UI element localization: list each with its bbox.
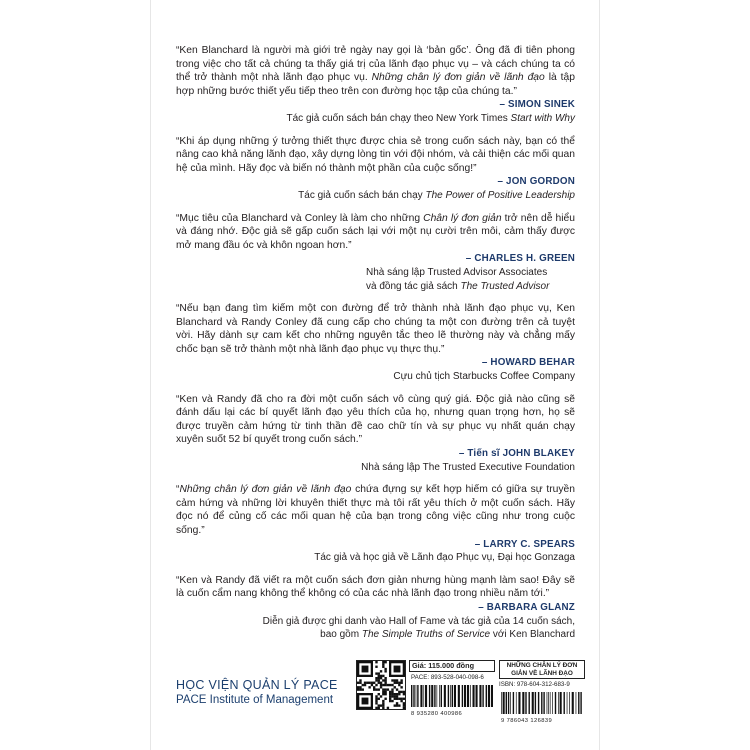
endorsement-item xyxy=(176,44,575,126)
endorsement-text: “Nếu bạn đang tìm kiếm một con đường để trở thành nhà lãnh đạo phục vụ, Ken Blanchard và Randy Conley đã cung cấp cho chúng ta một con đường trên cả tuyệt vời. Hãy dành sự cam kết cho những nguyên tắc theo lẽ thường này và chẳng mấy chốc bạn sẽ trở thành một nhà lãnh đạo phục vụ thực thụ.” xyxy=(176,303,575,355)
endorsement-text: “Những chân lý đơn giản về lãnh đạo chứa đựng sự kết hợp hiếm có giữa sự truyền cảm hứng và những lời khuyên thiết thực mà tôi rất yêu thích ở một cuốn sách. Hãy đọc nó để củng cố các mối quan hệ của bạn trong công việc cũng như trong cuộc sống.” xyxy=(176,484,575,536)
endorsement-author: – BARBARA GLANZ xyxy=(478,601,575,613)
barcode-number: 9 786043 126839 xyxy=(501,718,553,725)
endorsement-text: “Ken và Randy đã cho ra đời một cuốn sách vô cùng quý giá. Độc giả nào cũng sẽ đánh dấu lại các bí quyết lãnh đạo yêu thích của họ, nhưng quan trọng hơn, họ sẽ được truyền cảm hứng từ tinh thần đề cao chữ tín và sự phục vụ nhất quán chạy xuyên suốt 52 bí quyết trong cuốn sách.” xyxy=(176,393,575,446)
endorsement-text: “Khi áp dụng những ý tưởng thiết thực được chia sẻ trong cuốn sách này, bạn có thể nâng cao khả năng lãnh đạo, xây dựng lòng tin với đội nhóm, và cải thiện các mối quan hệ của mình. Hãy đọc và biến nó thành một phần của cuộc sống!” xyxy=(176,135,575,174)
endorsement-author: – SIMON SINEK xyxy=(499,99,575,111)
barcode-icon xyxy=(499,692,585,717)
barcode-icon xyxy=(409,685,495,710)
endorsement-credit: Nhà sáng lập Trusted Advisor Associates và đồng tác giả sách The Trusted Advisor xyxy=(366,266,550,292)
endorsement-author: – JON GORDON xyxy=(497,176,575,188)
endorsement-text: “Ken Blanchard là người mà giới trẻ ngày nay gọi là ‘bản gốc’. Ông đã đi tiên phong trong việc cho tất cả chúng ta thấy giá trị của lãnh đạo phục vụ – và cách chúng ta có thể trở thành một nhà lãnh đạo phục vụ. Những chân lý đơn giản về lãnh đạo là tập hợp những bước thiết yếu tiếp theo trên con đường học tập của chúng ta.” xyxy=(176,45,575,97)
endorsement-item xyxy=(176,483,575,565)
endorsement-list xyxy=(176,44,575,651)
endorsement-credit: Nhà sáng lập The Trusted Executive Foundation xyxy=(361,461,575,473)
endorsement-author: – LARRY C. SPEARS xyxy=(474,538,575,550)
book-title-label: NHỮNG CHÂN LÝ ĐƠN GIẢN VỀ LÃNH ĐẠO xyxy=(499,660,585,679)
publisher-logo-text xyxy=(176,677,338,708)
endorsement-text: “Ken và Randy đã viết ra một cuốn sách đơn giản nhưng hùng mạnh làm sao! Đây sẽ là cuốn cẩm nang không thể không có của các nhà lãnh đạo trong nhiều năm tới.” xyxy=(176,574,575,600)
endorsement-credit: Diễn giả được ghi danh vào Hall of Fame và tác giả của 14 cuốn sách, bao gồm The Simple Truths of Service với Ken Blanchard xyxy=(262,615,575,641)
book-back-cover xyxy=(150,0,600,750)
endorsement-item xyxy=(176,393,575,475)
price-barcode-box xyxy=(409,660,495,718)
endorsement-item xyxy=(176,574,575,642)
endorsement-credit: Tác giả cuốn sách bán chạy theo New York Times Start with Why xyxy=(286,112,575,124)
endorsement-credit: Tác giả và học giả về Lãnh đạo Phục vụ, Đại học Gonzaga xyxy=(314,552,575,564)
endorsement-credit: Cựu chủ tịch Starbucks Coffee Company xyxy=(393,371,575,383)
endorsement-author: – HOWARD BEHAR xyxy=(481,357,575,369)
publisher-name-en: PACE Institute of Management xyxy=(176,694,334,706)
pace-code: PACE: 893-528-040-098-6 xyxy=(411,674,484,681)
price-label: Giá: 115.000 đồng xyxy=(409,660,495,672)
endorsement-text: “Mục tiêu của Blanchard và Conley là làm cho những Chân lý đơn giản trở nên dễ hiểu và đáng nhớ. Độc giả sẽ gấp cuốn sách lại với một nụ cười trên môi, cảm thấy được mở mang đầu óc và khôn ngoan hơn.” xyxy=(176,212,576,251)
endorsement-credit: Tác giả cuốn sách bán chạy The Power of Positive Leadership xyxy=(298,189,575,201)
qr-code-icon xyxy=(356,660,406,710)
endorsement-item xyxy=(176,135,575,203)
barcode-number: 8 935280 400986 xyxy=(411,711,463,717)
isbn-code: ISBN: 978-604-312-683-9 xyxy=(499,681,570,689)
endorsement-author: – CHARLES H. GREEN xyxy=(465,253,575,265)
isbn-barcode-box xyxy=(499,660,585,725)
endorsement-item xyxy=(176,212,575,294)
endorsement-item xyxy=(176,302,575,384)
publisher-name-vn: HỌC VIỆN QUẢN LÝ PACE xyxy=(176,678,338,692)
endorsement-author: – Tiến sĩ JOHN BLAKEY xyxy=(458,448,575,460)
